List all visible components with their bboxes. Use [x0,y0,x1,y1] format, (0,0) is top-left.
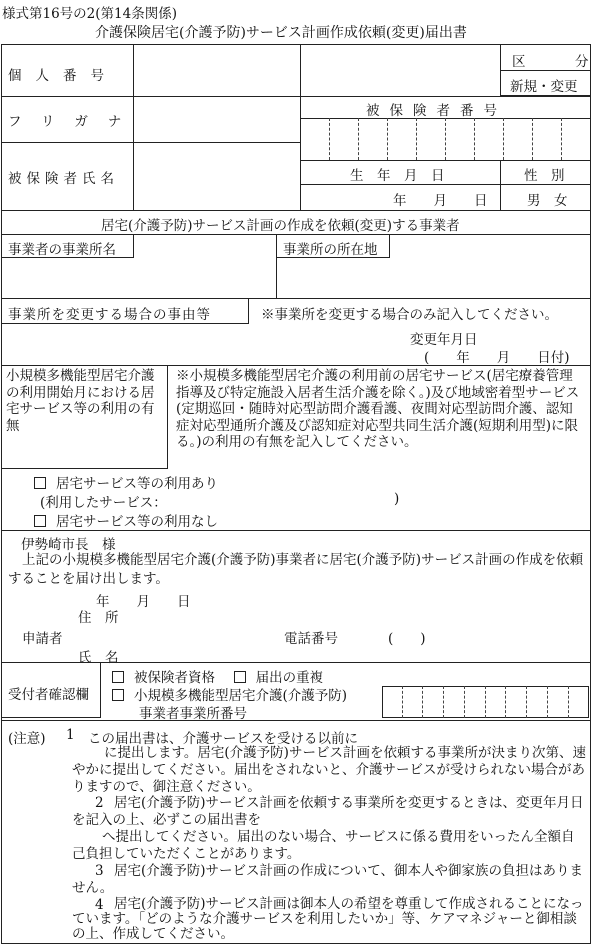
change-reason-input[interactable] [2,325,402,365]
option-used-label: 居宅サービス等の利用あり [56,476,218,492]
used-services-close: ) [394,491,400,507]
individual-number-input[interactable] [134,45,300,96]
duplicate-notice-label: 届出の重複 [255,670,324,686]
note-1-number: 1 [66,727,75,743]
birthdate-value[interactable]: 年 月 日 [393,193,488,209]
sex-label: 性 別 [524,168,565,184]
office-name-input[interactable] [2,259,275,297]
office-name-label: 事業者の事業所名 [8,242,116,258]
applicant-name-input[interactable] [140,644,580,662]
insured-name-input[interactable] [134,143,300,209]
sex-value[interactable]: 男 女 [527,193,568,209]
option-used[interactable] [34,472,218,492]
note-3-number: 3 [95,863,104,879]
option-not-used[interactable] [34,510,218,530]
insured-eligibility-checkbox[interactable] [112,671,124,683]
change-reason-note: ※事業所を変更する場合のみ記入してください。 [261,307,558,323]
category-value[interactable]: 新規・変更 [510,79,578,95]
used-services-input[interactable] [180,490,390,508]
receipt-check-2-sub: 事業者事業所番号 [139,706,247,722]
declaration-body: 上記の小規模多機能型居宅介護(介護予防)事業者に居宅(介護予防)サービス計画の作成を依頼することを届け出します。 [8,552,584,587]
option-not-used-label: 居宅サービス等の利用なし [56,514,218,530]
office-address-label: 事業所の所在地 [283,242,378,258]
note-1-part-b: に提出します。居宅(介護予防)サービス計画を依頼する事業所が決まり次第、速やかに提出してください。届出をされないと、介護サービスが受けられない場合がありますので、御注意ください。 [72,745,586,795]
insured-number-label: 被保険者番号 [366,103,507,119]
used-services-label: (利用したサービス： [40,495,167,511]
furigana-label: フリガナ [8,114,142,130]
small-scale-note: ※小規模多機能型居宅介護の利用前の居宅サービス(居宅療養管理指導及び特定施設入居者生活介護を除く。)及び地域密着型サービス(定期巡回・随時対応型訪問介護看護、夜間対応型訪問介護、認知症対応型通所介護及び認知症対応型共同生活介護(短期利用型)に限る。)の利用の有無を記入してください。 [176,368,580,450]
addressee: 伊勢崎市長 様 [21,537,116,553]
change-date-value[interactable]: ( 年 月 日付) [424,350,570,366]
receipt-check-1[interactable] [112,666,323,686]
note-3: 居宅(介護予防)サービス計画の作成について、御本人や御家族の負担はありません。 [72,863,583,896]
office-section-title: 居宅(介護予防)サービス計画の作成を依頼(変更)する事業者 [101,218,460,234]
applicant-address-input[interactable] [140,604,580,622]
change-date-label: 変更年月日 [410,332,478,348]
note-4: 居宅(介護予防)サービス計画は御本人の希望を尊重して作成されることになっています。「どのような介護サービスを利用したいか」等、ケアマネジャーと御相談の上、作成してください。 [72,896,584,942]
insured-eligibility-label: 被保険者資格 [134,670,215,686]
duplicate-notice-checkbox[interactable] [234,671,246,683]
declaration-date[interactable]: 年 月 日 [96,594,191,610]
note-1-part-a: この届出書は、介護サービスを受ける以前に [88,731,358,747]
change-reason-label: 事業所を変更する場合の事由等 [8,307,211,323]
small-scale-office-checkbox[interactable] [112,689,124,701]
individual-number-label: 個人番号 [8,68,118,84]
office-address-input[interactable] [277,259,590,297]
small-scale-office-label: 小規模多機能型居宅介護(介護予防) [134,688,348,704]
birthdate-label: 生 年 月 日 [350,168,445,184]
category-label: 区 分 [512,54,607,70]
note-2-part-b: へ提出してください。届出のない場合、サービスに係る費用をいったん全額自己負担していただくことがあります。 [72,829,575,862]
note-2-number: 2 [95,795,104,811]
phone-value[interactable]: ( ) [388,631,426,647]
receipt-label: 受付者確認欄 [8,687,89,703]
form-title: 介護保険居宅(介護予防)サービス計画作成依頼(変更)届出書 [95,25,467,41]
name-label: 氏 名 [78,650,119,666]
option-used-checkbox[interactable] [34,477,46,489]
phone-label: 電話番号 [284,631,338,647]
furigana-input[interactable] [134,97,300,142]
form-number: 様式第16号の2(第14条関係) [2,6,177,22]
note-2-part-a: 居宅(介護予防)サービス計画を依頼する事業所を変更するときは、変更年月日を記入の上、必ずこの届出書を [72,795,584,828]
small-scale-question: 小規模多機能型居宅介護の利用開始月における居宅サービス等の利用の有無 [6,368,155,434]
notes-heading: (注意) [8,731,46,747]
address-label: 住 所 [78,610,119,626]
insured-name-label: 被保険者氏名 [8,171,119,187]
note-4-number: 4 [95,897,104,913]
applicant-label: 申請者 [22,631,63,647]
receipt-check-2[interactable] [112,684,347,704]
option-not-used-checkbox[interactable] [34,515,46,527]
